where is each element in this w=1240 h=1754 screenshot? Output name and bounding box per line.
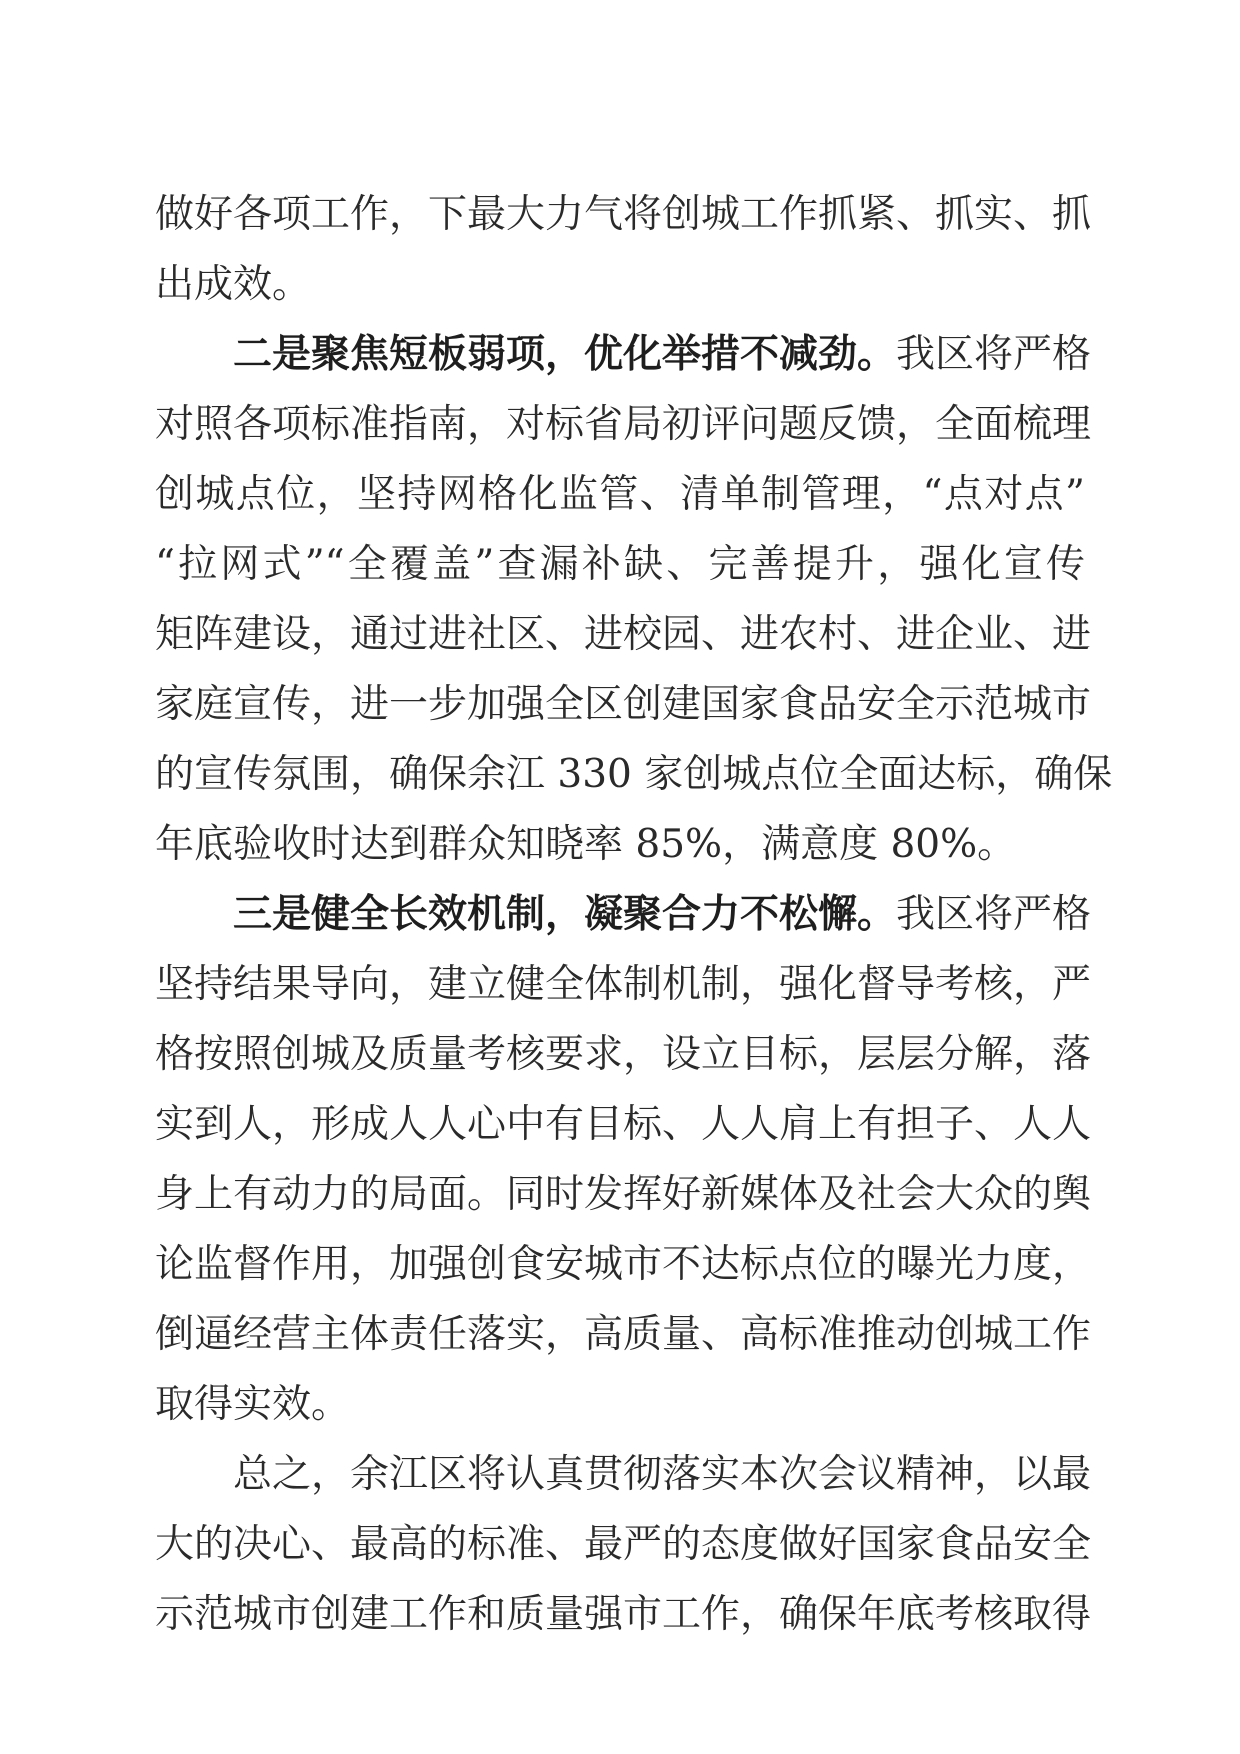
- section-lead-heading: 三是健全长效机制，凝聚合力不松懈。: [233, 892, 897, 937]
- body-text-fragment: 我区将严格: [896, 892, 1092, 937]
- paragraph-first-line: [233, 880, 1092, 950]
- body-text-line: 格按照创城及质量考核要求，设立目标，层层分解，落: [155, 1032, 1092, 1077]
- body-text-line: 出成效。: [155, 262, 312, 307]
- body-text-line: 取得实效。: [155, 1382, 351, 1427]
- body-text-line: 家庭宣传，进一步加强全区创建国家食品安全示范城市: [155, 682, 1092, 727]
- body-text-line: 倒逼经营主体责任落实，高质量、高标准推动创城工作: [155, 1312, 1092, 1357]
- body-text-line: 的宣传氛围，确保余江 330 家创城点位全面达标，确保: [155, 752, 1113, 797]
- section-lead-heading: 二是聚焦短板弱项，优化举措不减劲。: [233, 332, 897, 377]
- paragraph-first-line: 总之，余江区将认真贯彻落实本次会议精神，以最: [233, 1452, 1092, 1497]
- body-text-line: “拉网式”“全覆盖”查漏补缺、完善提升，强化宣传: [155, 542, 1085, 587]
- body-text-line: 大的决心、最高的标准、最严的态度做好国家食品安全: [155, 1522, 1092, 1567]
- body-text-line: 身上有动力的局面。同时发挥好新媒体及社会大众的舆: [155, 1172, 1092, 1217]
- paragraph-first-line: [233, 320, 1092, 390]
- body-text-line: 对照各项标准指南，对标省局初评问题反馈，全面梳理: [155, 402, 1092, 447]
- body-text-line: 矩阵建设，通过进社区、进校园、进农村、进企业、进: [155, 612, 1092, 657]
- body-text-line: 论监督作用，加强创食安城市不达标点位的曝光力度，: [155, 1242, 1092, 1287]
- body-text-line: 实到人，形成人人心中有目标、人人肩上有担子、人人: [155, 1102, 1092, 1147]
- body-text-line: 坚持结果导向，建立健全体制机制，强化督导考核，严: [155, 962, 1092, 1007]
- body-text-line: 年底验收时达到群众知晓率 85%，满意度 80%。: [155, 822, 1017, 867]
- body-text-fragment: 我区将严格: [896, 332, 1092, 377]
- body-text-line: 示范城市创建工作和质量强市工作，确保年底考核取得: [155, 1592, 1092, 1637]
- body-text-line: 做好各项工作，下最大力气将创城工作抓紧、抓实、抓: [155, 192, 1092, 237]
- body-text-line: 创城点位，坚持网格化监管、清单制管理，“点对点”: [155, 472, 1085, 517]
